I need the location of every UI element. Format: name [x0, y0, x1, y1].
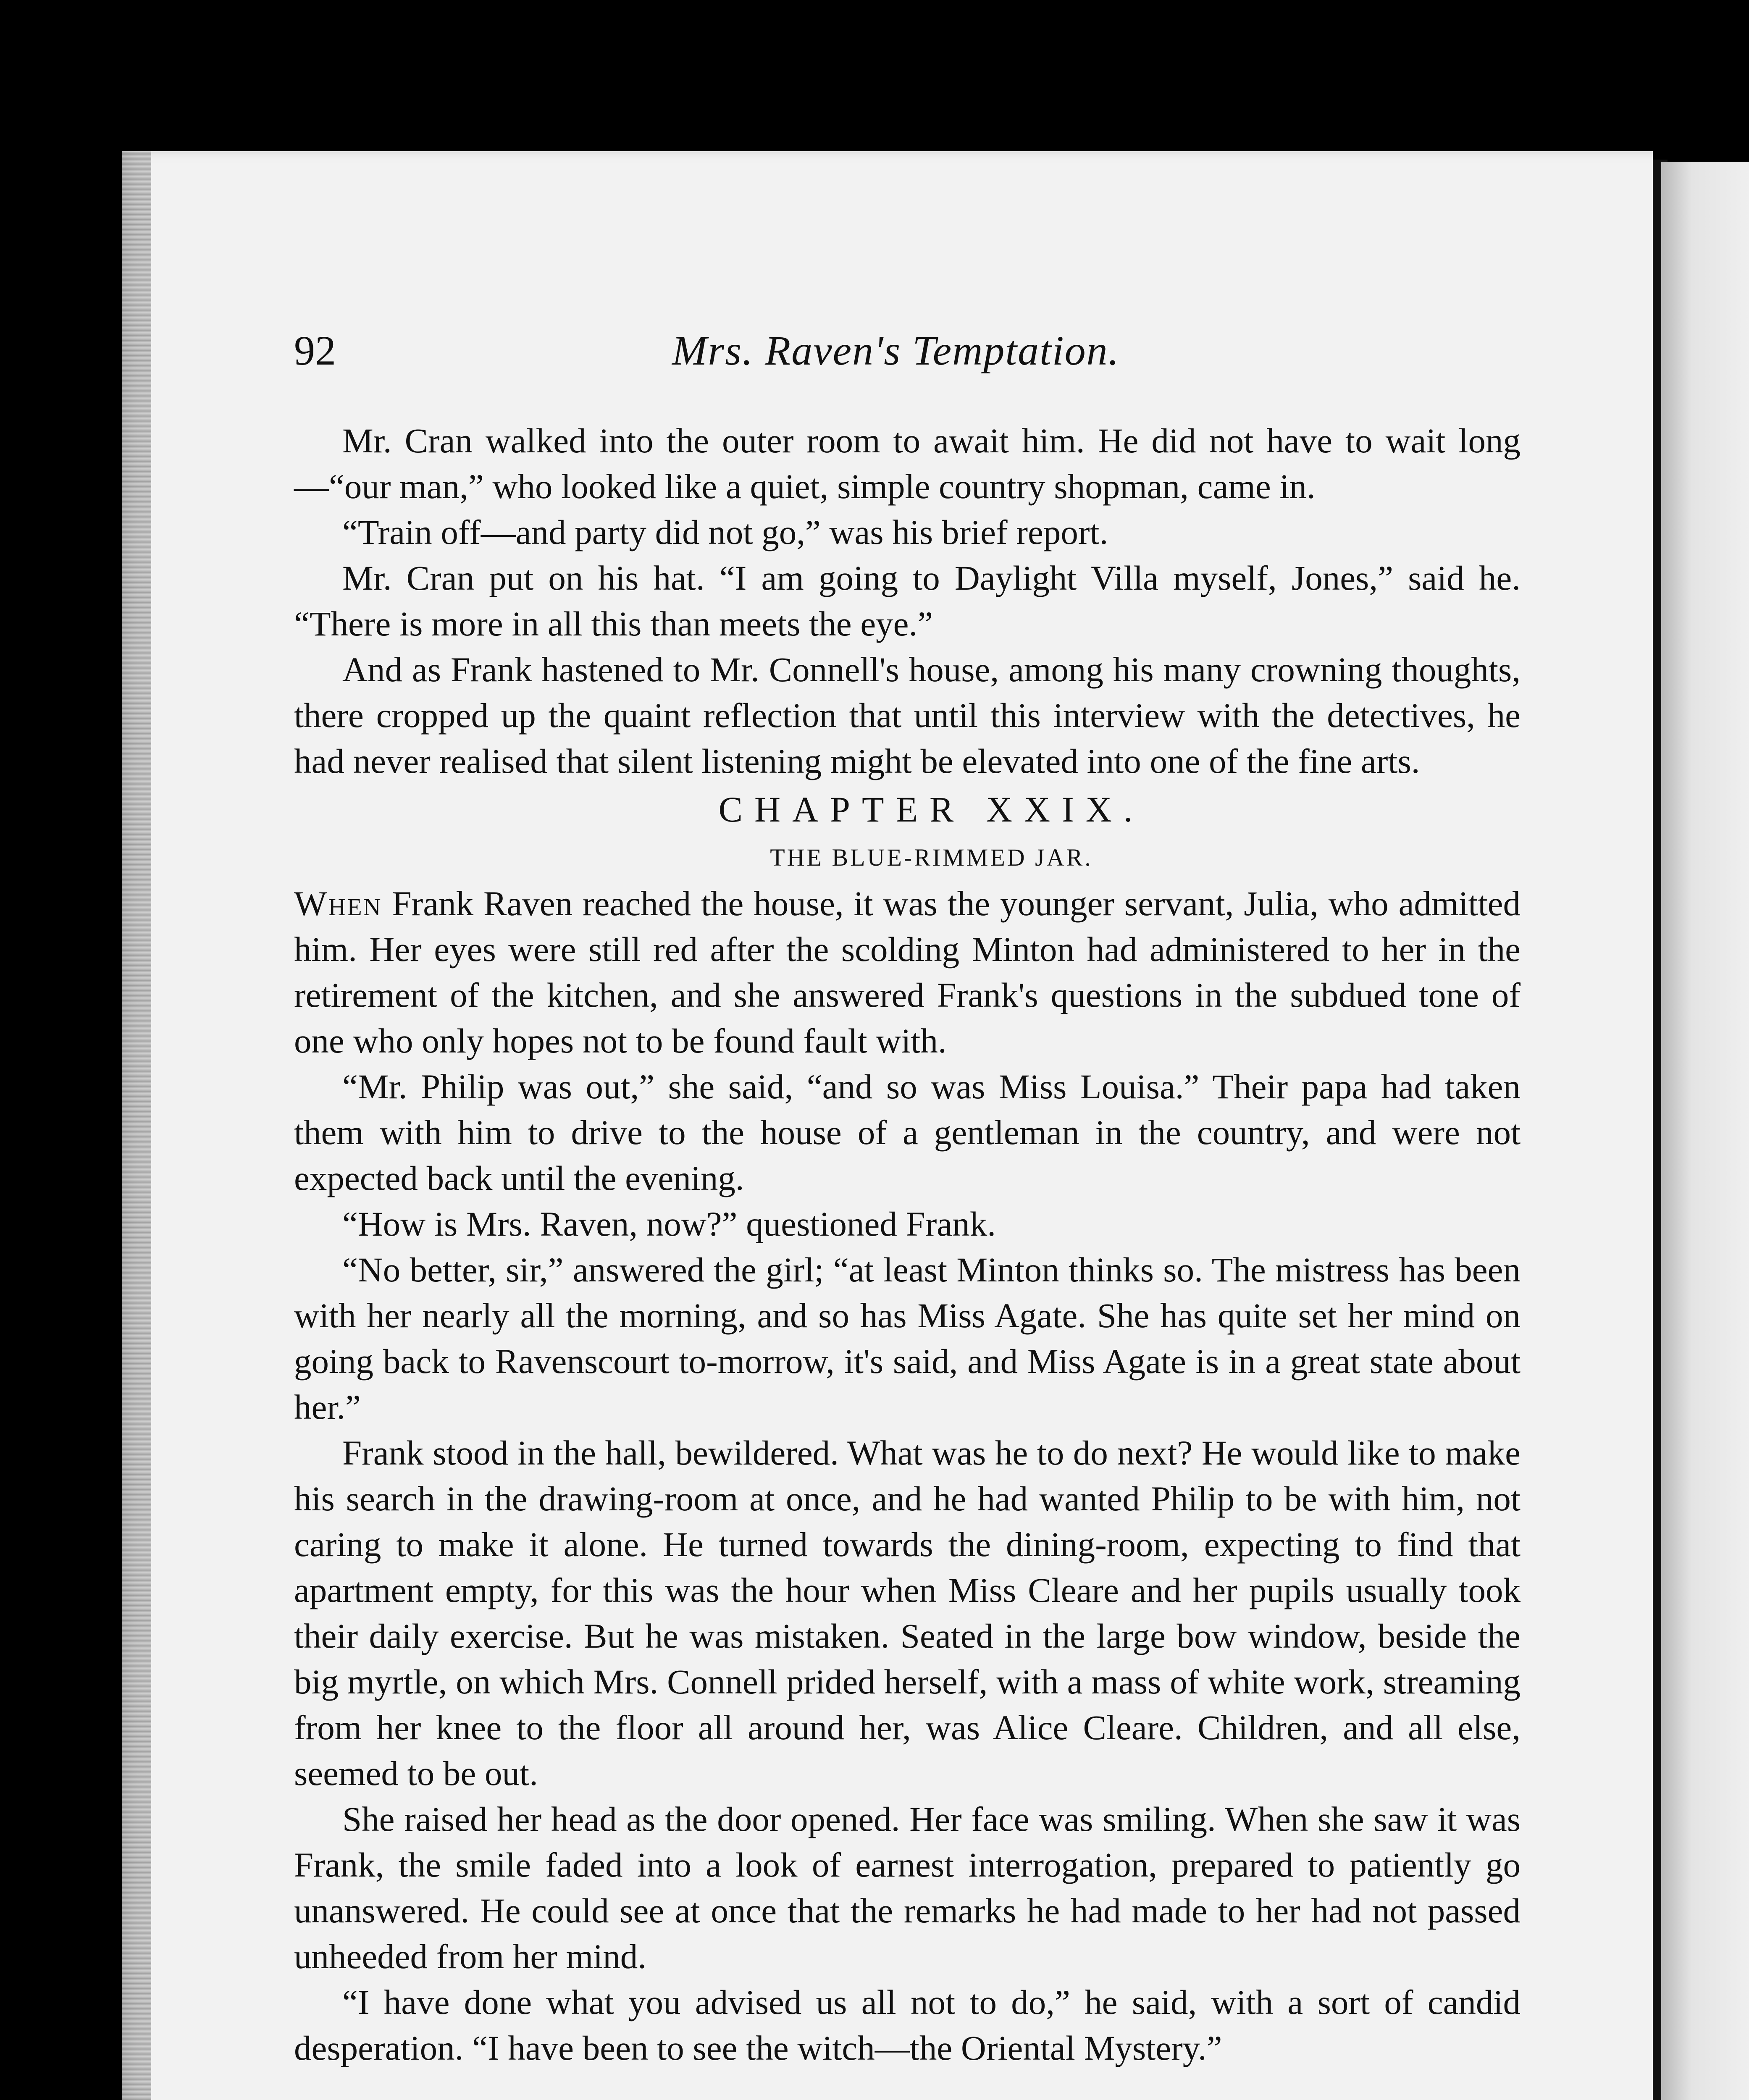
- chapter-opening-paragraph: [294, 881, 1521, 1064]
- paragraph: And as Frank hastened to Mr. Connell's house, among his many crowning thoughts, there cropped up the quaint reflection that until this interview with the detectives, he had never realised that silent listening might be elevated into one of the fine arts.: [294, 650, 1521, 780]
- paragraph: Frank stood in the hall, bewildered. What was he to do next? He would like to make his search in the drawing-room at once, and he had wanted Philip to be with him, not caring to make it alone. He turned towards the dining-room, expecting to find that apartment empty, for this was the hour when Miss Cleare and her pupils usually took their daily exercise. But he was mistaken. Seated in the large bow window, beside the big myrtle, on which Mrs. Connell prided herself, with a mass of white work, streaming from her knee to the floor all around her, was Alice Cleare. Children, and all else, seemed to be out.: [294, 1433, 1521, 1793]
- opening-paragraph-text: Frank Raven reached the house, it was the younger servant, Julia, who admitted him. Her eyes were still red after the scolding Minton had administered to her in the retirement of the kitchen, and she answered Frank's questions in the subdued tone of one who only hopes not to be found fault with.: [294, 884, 1521, 1060]
- page-binding-edge: [122, 151, 151, 2100]
- body-text: [294, 418, 1521, 2071]
- paragraph: She raised her head as the door opened. Her face was smiling. When she saw it was Frank, the smile faded into a look of earnest interrogation, prepared to patiently go unanswered. He could see at once that the remarks he had made to her had not passed unheeded from her mind.: [294, 1800, 1521, 1976]
- paragraph: “Train off—and party did not go,” was his brief report.: [342, 513, 1108, 551]
- paragraph: “Mr. Philip was out,” she said, “and so was Miss Louisa.” Their papa had taken them with him to drive to the house of a gentleman in the country, and were not expected back until the evening.: [294, 1067, 1521, 1197]
- paragraph: “I have done what you advised us all not to do,” he said, with a sort of candid desperation. “I have been to see the witch—the Oriental Mystery.”: [294, 1983, 1521, 2067]
- book-title-header: Mrs. Raven's Temptation.: [672, 327, 1120, 374]
- page-number: 92: [294, 327, 336, 374]
- paragraph: Mr. Cran put on his hat. “I am going to Daylight Villa myself, Jones,” said he. “There is more in all this than meets the eye.”: [294, 559, 1521, 643]
- chapter-subtitle: THE BLUE-RIMMED JAR.: [770, 844, 1093, 871]
- paragraph: “How is Mrs. Raven, now?” questioned Frank.: [342, 1205, 996, 1243]
- chapter-heading: CHAPTER XXIX.: [718, 789, 1145, 830]
- opening-word: When: [294, 884, 382, 923]
- adjacent-page-edge: [1661, 162, 1749, 2100]
- paragraph: Mr. Cran walked into the outer room to await him. He did not have to wait long—“our man,” who looked like a quiet, simple country shopman, came in.: [294, 421, 1521, 506]
- running-head: [294, 323, 1521, 378]
- paragraph: “No better, sir,” answered the girl; “at least Minton thinks so. The mistress has been with her nearly all the morning, and so has Miss Agate. She has quite set her mind on going back to Ravenscourt to-morrow, it's said, and Miss Agate is in a great state about her.”: [294, 1250, 1521, 1426]
